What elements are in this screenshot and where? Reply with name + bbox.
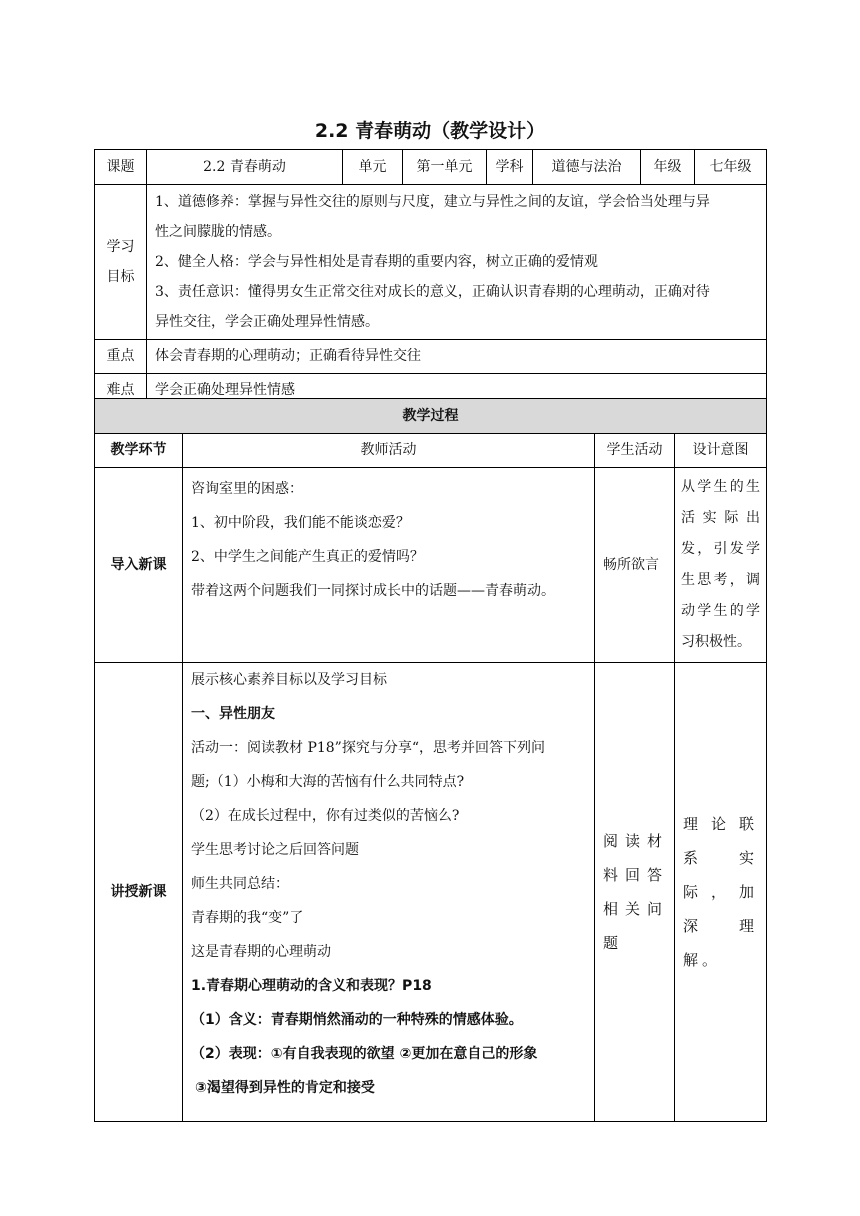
col-stage-header: 教学环节 xyxy=(95,434,183,468)
activity-line: 这是青春期的心理萌动 xyxy=(191,944,331,960)
activity-line: 带着这两个问题我们一同探讨成长中的话题——青春萌动。 xyxy=(191,583,555,599)
activity-line: （2）在成长过程中，你有过类似的苦恼么? xyxy=(191,808,460,824)
document-title: 2.2 青春萌动（教学设计） xyxy=(314,120,546,142)
col-intent-header: 设计意图 xyxy=(675,434,767,468)
activity-line: 2、中学生之间能产生真正的爱情吗？ xyxy=(191,549,424,565)
grade-value: 七年级 xyxy=(695,150,767,185)
col-teacher-header: 教师活动 xyxy=(183,434,595,468)
design-intent-intro: 从学生的生活实际出发，引发学生思考，调动学生的学习积极性。 xyxy=(675,468,767,663)
stage-lecture: 讲授新课 xyxy=(95,663,183,1122)
student-activity-intro: 畅所欲言 xyxy=(595,468,675,663)
key-point-line: （2）表现：①有自我表现的欲望 ②更加在意自己的形象 xyxy=(191,1046,538,1062)
unit-value: 第一单元 xyxy=(403,150,487,185)
key-point-line: （1）含义：青春期悄然涌动的一种特殊的情感体验。 xyxy=(191,1012,523,1028)
goals-label-line1: 学习 xyxy=(106,239,135,255)
goal-line: 异性交往，学会正确处理异性情感。 xyxy=(155,314,379,330)
key-point-heading: 1.青春期心理萌动的含义和表现？P18 xyxy=(191,978,432,994)
activity-line: 青春期的我“变”了 xyxy=(191,910,304,926)
teacher-activity-lecture xyxy=(183,663,595,1122)
topic-value: 2.2 青春萌动 xyxy=(147,150,343,185)
difficulties-label: 难点 xyxy=(95,374,147,408)
activity-line: 学生思考讨论之后回答问题 xyxy=(191,842,359,858)
activity-line: 活动一：阅读教材 P18”探究与分享“，思考并回答下列问 xyxy=(191,740,545,756)
activity-line: 题;（1）小梅和大海的苦恼有什么共同特点? xyxy=(191,774,465,790)
teaching-process-table xyxy=(94,398,767,1122)
goal-line: 1、道德修养：掌握与异性交往的原则与尺度，建立与异性之间的友谊，学会恰当处理与异 xyxy=(155,194,710,210)
col-student-header: 学生活动 xyxy=(595,434,675,468)
subject-value: 道德与法治 xyxy=(533,150,641,185)
goal-line: 性之间朦胧的情感。 xyxy=(155,224,281,240)
unit-label: 单元 xyxy=(343,150,403,185)
key-points-label: 重点 xyxy=(95,340,147,374)
learning-goals xyxy=(147,185,767,340)
design-intent-lecture: 理论联系实际，加深理解。 xyxy=(675,663,767,1122)
activity-line: 展示核心素养目标以及学习目标 xyxy=(191,672,387,688)
activity-line: 师生共同总结： xyxy=(191,876,289,892)
lesson-info-table xyxy=(94,149,767,408)
grade-label: 年级 xyxy=(641,150,695,185)
topic-label: 课题 xyxy=(95,150,147,185)
teacher-activity-intro xyxy=(183,468,595,663)
activity-line: 1、初中阶段，我们能不能谈恋爱？ xyxy=(191,515,410,531)
subject-label: 学科 xyxy=(487,150,533,185)
process-heading: 教学过程 xyxy=(95,399,767,434)
goals-label xyxy=(95,185,147,340)
stage-intro: 导入新课 xyxy=(95,468,183,663)
goals-label-line2: 目标 xyxy=(106,269,135,285)
key-point-line: ③渴望得到异性的肯定和接受 xyxy=(195,1080,375,1096)
key-points-value: 体会青春期的心理萌动；正确看待异性交往 xyxy=(147,340,767,374)
goal-line: 2、健全人格：学会与异性相处是青春期的重要内容，树立正确的爱情观 xyxy=(155,254,598,270)
activity-line: 咨询室里的困惑： xyxy=(191,481,303,497)
student-activity-lecture: 阅读材料回答相关问题 xyxy=(595,663,675,1122)
goal-line: 3、责任意识：懂得男女生正常交往对成长的意义，正确认识青春期的心理萌动，正确对待 xyxy=(155,284,710,300)
difficulties-value: 学会正确处理异性情感 xyxy=(147,374,767,408)
section-heading: 一、异性朋友 xyxy=(191,706,275,722)
